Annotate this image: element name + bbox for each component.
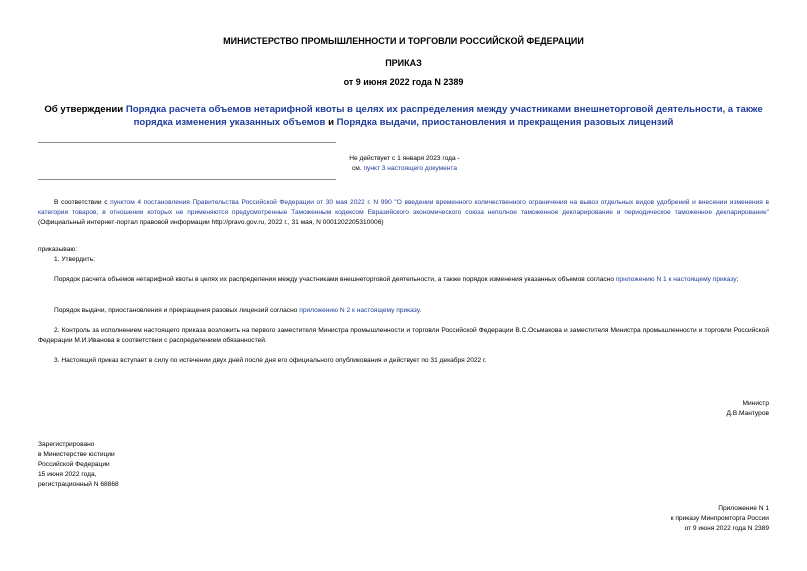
item-1a-text: Порядок расчета объемов нетарифной квоты в целях их распределения между участниками внешнеторговой деятельности, а также порядок изменения указанных объемов согласно <box>54 276 614 283</box>
item-1b-text: Порядок выдачи, приостановления и прекращения разовых лицензий согласно <box>54 307 298 314</box>
title-prefix: Об утверждении <box>44 104 124 115</box>
item-2-paragraph: 2. Контроль за исполнением настоящего приказа возложить на первого заместителя Министра промышленности и торговли Российской Федерации В.С.Осьмакова и заместителя Министра промышленности и торговли Российской Федерации М.И.Иванова в соответствии с распределением обязанностей. <box>38 327 769 345</box>
preamble-link-resolution[interactable]: Правительства Российской Федерации от 30 мая 2022 г. N 990 "О введении временного количественного ограничения на вывоз отдельных видов удобрений и внесении изменения в категории товаров, в отношении которых не применяются предусмотренные Таможенным кодексом Евразийского экономического союза неполное таможенное декларирование и периодическое таможенное декларирование" <box>38 199 769 217</box>
preamble-text-1: В соответствии с <box>54 199 108 206</box>
registration-line-2: в Министерстве юстиции <box>38 451 115 458</box>
signature-position: Министр <box>742 400 769 407</box>
appendix-1-link[interactable]: приложению N 1 к настоящему приказу <box>615 276 737 283</box>
divider-bottom <box>38 179 336 180</box>
registration-block <box>38 440 119 490</box>
registration-line-5: регистрационный N 68868 <box>38 481 119 488</box>
preamble-paragraph <box>38 198 769 229</box>
preamble-link-point4[interactable]: пунктом 4 постановления <box>110 199 190 206</box>
divider-top <box>38 142 336 143</box>
status-see <box>337 164 472 174</box>
appendix-line-1: Приложение N 1 <box>718 505 769 512</box>
item-1b-end: . <box>419 307 422 314</box>
registration-line-3: Российской Федерации <box>38 461 110 468</box>
order-word: приказываю: <box>38 246 78 253</box>
appendix-line-2: к приказу Минпромторга России <box>670 515 769 522</box>
signature-name: Д.В.Мантуров <box>726 410 769 417</box>
registration-line-1: Зарегистрировано <box>38 441 95 448</box>
title-link-quota-procedure[interactable]: Порядка расчета объемов нетарифной квоты в целях их распределения между участниками внешнеторговой деятельности, а также порядка изменения указанных объемов <box>125 104 763 128</box>
document-date-number: от 9 июня 2022 года N 2389 <box>343 77 464 87</box>
status-line: Не действует с 1 января 2023 года - <box>349 155 460 162</box>
status-see-text: см. <box>351 165 362 172</box>
item-1b-paragraph <box>38 306 769 316</box>
status-see-link[interactable]: пункт 3 настоящего документа <box>363 165 458 172</box>
preamble-text-3: (Официальный интернет-портал правовой информации http://pravo.gov.ru, 2022 г., 31 мая, N 0001202205310006) <box>38 219 384 227</box>
item-1a-end: ; <box>736 276 739 283</box>
registration-line-4: 15 июня 2022 года, <box>38 471 97 478</box>
appendix-header <box>560 504 769 534</box>
ministry-heading: МИНИСТЕРСТВО ПРОМЫШЛЕННОСТИ И ТОРГОВЛИ РОССИЙСКОЙ ФЕДЕРАЦИИ <box>223 36 584 46</box>
title-link-license-procedure[interactable]: Порядка выдачи, приостановления и прекращения разовых лицензий <box>336 117 674 128</box>
appendix-line-3: от 9 июня 2022 года N 2389 <box>684 525 769 532</box>
title-conj: и <box>328 117 334 128</box>
item-1: 1. Утвердить: <box>54 256 95 263</box>
item-1a-paragraph <box>38 275 769 285</box>
document-type: ПРИКАЗ <box>385 58 422 68</box>
item-3-paragraph: 3. Настоящий приказ вступает в силу по истечении двух дней после дня его официального опубликования и действует по 31 декабря 2022 г. <box>54 357 487 364</box>
appendix-2-link[interactable]: приложению N 2 к настоящему приказу <box>299 307 420 314</box>
document-title <box>30 103 777 129</box>
